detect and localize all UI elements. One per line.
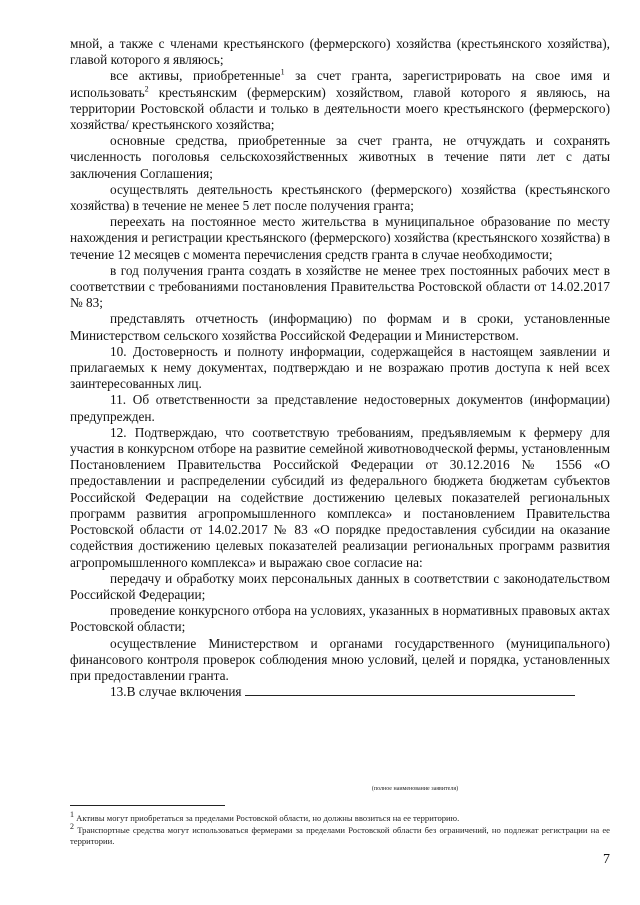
paragraph-item-10: 10. Достоверность и полноту информации, содержащейся в настоящем заявлении и прилагаемых к нему документах, подтверждаю и не возражаю против доступа к ней всех заинтересованных лиц. [70,343,610,392]
footnote-ref-2: 2 [144,84,149,94]
page-number: 7 [603,852,610,867]
footnote-1: $^1$ Активы могут приобретаться за пределами Ростовской области, но должны ввозиться на ее территорию. [70,810,460,823]
paragraph-item-12: 12. Подтверждаю, что соответствую требованиям, предъявляемым к фермеру для участия в конкурсном отборе на развитие семейной животноводческой фермы, установленным Постановлением Правительства Российской Федерации от 30.12.2016 № 1556 «О предоставлении и распределении субсидий из федерального бюджета бюджетам субъектов Российской Федерации на содействие достижению целевых показателей региональных программ развития агропромышленного комплекса» и постановлением Правительства Ростовской области от 14.02.2017 № 83 «О порядке предоставления субсидии на оказание содействия достижению целевых показателей реализации региональных программ развития агропромышленного комплекса» и выражаю свое согласие на: [70,424,610,570]
footnote-divider [70,805,225,806]
paragraph-item-11: 11. Об ответственности за представление недостоверных документов (информации) предупрежден. [70,392,610,424]
footnotes [70,810,610,848]
footnote-2: $^2$ Транспортные средства могут использоваться фермерами за пределами Ростовской области без ограничений, но подлежат регистрации на ее территории. [70,822,610,846]
document-body [70,36,610,700]
paragraph-continuation: мной, а также с членами крестьянского (фермерского) хозяйства (крестьянского хозяйства), главой которого я являюсь; [70,36,610,68]
blank-caption: (полное наименование заявителя) [371,786,459,792]
applicant-name-blank [245,685,575,696]
paragraph-consent-selection: проведение конкурсного отбора на условиях, указанных в нормативных правовых актах Ростовской области; [70,603,610,635]
paragraph-jobs: в год получения гранта создать в хозяйстве не менее трех постоянных рабочих мест в соответствии с требованиями постановления Правительства Ростовской области от 14.02.2017 № 83; [70,262,610,311]
paragraph-consent-personal-data: передачу и обработку моих персональных данных в соответствии с законодательством Российской Федерации; [70,570,610,602]
paragraph-activity: осуществлять деятельность крестьянского (фермерского) хозяйства (крестьянского хозяйства) в течение не менее 5 лет после получения гранта; [70,181,610,214]
paragraph-item-13: 13.В случае включения [70,684,610,700]
paragraph-assets: все активы, приобретенные$^1$ за счет гранта, зарегистрировать на свое имя и использовать$^2$ крестьянским (фермерским) хозяйством, главой которого я являюсь, на территории Ростовской области и только в деятельности моего крестьянского (фермерского) хозяйства/ крестьянского хозяйства; [70,67,610,133]
paragraph-consent-control: осуществление Министерством и органами государственного (муниципального) финансового контроля проверок соблюдения мною условий, целей и порядка, установленных при предоставлении гранта. [70,635,610,683]
paragraph-reporting: представлять отчетность (информацию) по формам и в сроки, установленные Министерством сельского хозяйства Российской Федерации и Министерством. [70,311,610,343]
paragraph-relocation: переехать на постоянное место жительства в муниципальное образование по месту нахождения и регистрации крестьянского (фермерского) хозяйства (крестьянского хозяйства) в течение 12 месяцев с момента перечисления средств гранта в случае необходимости; [70,214,610,262]
footnote-ref-1: 1 [280,67,285,77]
paragraph-fixed-assets: основные средства, приобретенные за счет гранта, не отчуждать и сохранять численность поголовья сельскохозяйственных животных в течение пяти лет с даты заключения Соглашения; [70,133,610,181]
